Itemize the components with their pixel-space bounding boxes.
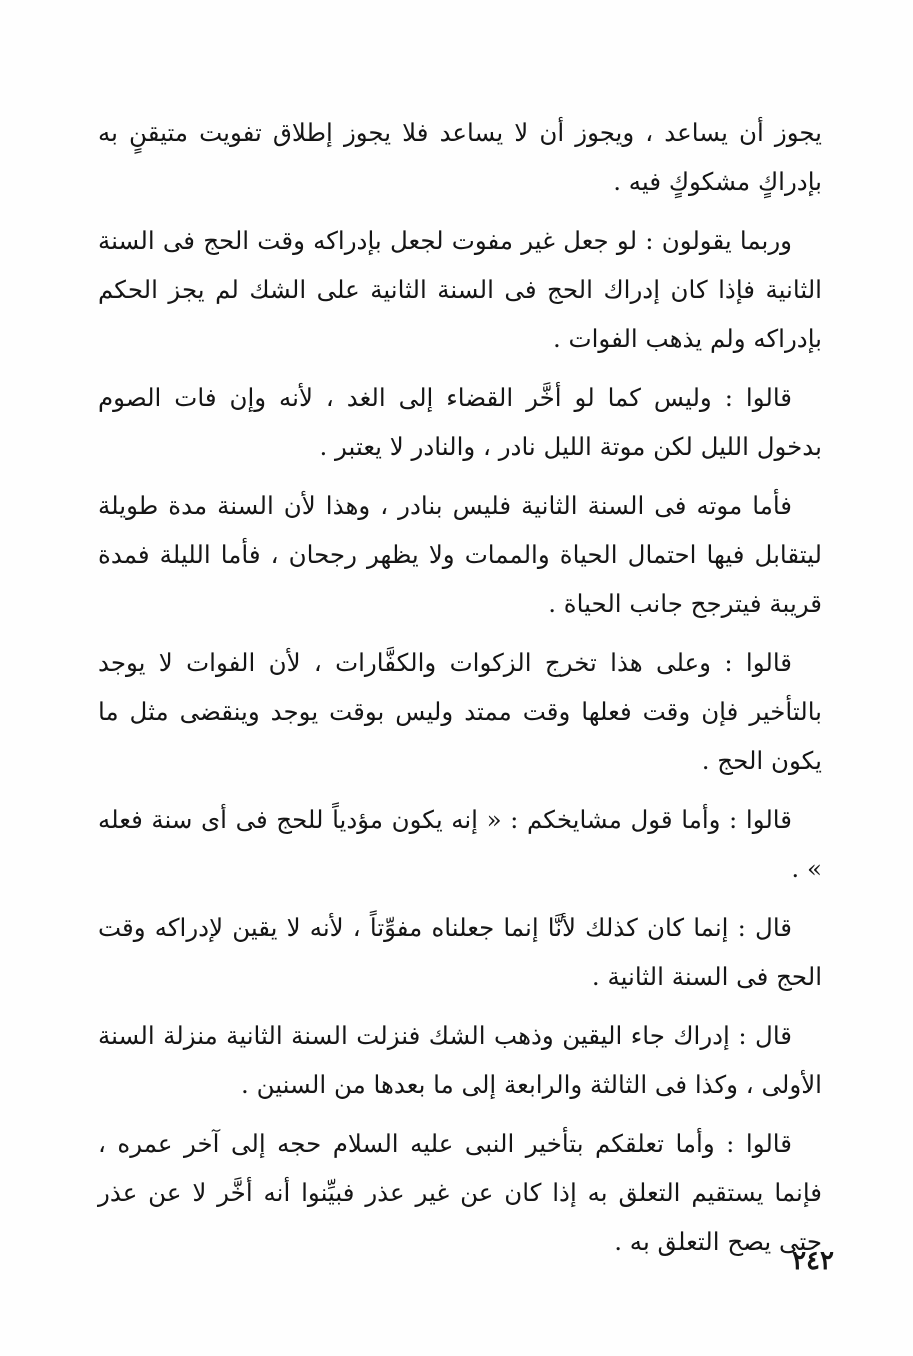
paragraph-7: قال : إنما كان كذلك لأنَّا إنما جعلناه مفوِّتاً ، لأنه لا يقين لإدراكه وقت الحج فى السنة الثانية . [98,913,822,991]
paragraph-1: يجوز أن يساعد ، ويجوز أن لا يساعد فلا يجوز إطلاق تفويت متيقنٍ به بإدراكٍ مشكوكٍ فيه . [98,118,822,196]
page-body-text [98,108,822,1276]
paragraph-6: قالوا : وأما قول مشايخكم : « إنه يكون مؤدياً للحج فى أى سنة فعله » . [98,805,822,883]
paragraph-2: وربما يقولون : لو جعل غير مفوت لجعل بإدراكه وقت الحج فى السنة الثانية فإذا كان إدراك الحج فى السنة الثانية على الشك لم يجز الحكم بإدراكه ولم يذهب الفوات . [98,226,822,353]
paragraph-5: قالوا : وعلى هذا تخرج الزكوات والكفَّارات ، لأن الفوات لا يوجد بالتأخير فإن وقت فعلها وقت ممتد وليس بوقت يوجد وينقضى مثل ما يكون الحج . [98,648,822,775]
paragraph-3: قالوا : وليس كما لو أخَّر القضاء إلى الغد ، لأنه وإن فات الصوم بدخول الليل لكن موتة الليل نادر ، والنادر لا يعتبر . [98,383,822,461]
paragraph-8: قال : إدراك جاء اليقين وذهب الشك فنزلت السنة الثانية منزلة السنة الأولى ، وكذا فى الثالثة والرابعة إلى ما بعدها من السنين . [98,1021,822,1099]
paragraph-4: فأما موته فى السنة الثانية فليس بنادر ، وهذا لأن السنة مدة طويلة ليتقابل فيها احتمال الحياة والممات ولا يظهر رجحان ، فأما الليلة فمدة قريبة فيترجح جانب الحياة . [98,491,822,618]
page-number: ٢٤٢ [792,1246,834,1276]
paragraph-9: قالوا : وأما تعلقكم بتأخير النبى عليه السلام حجه إلى آخر عمره ، فإنما يستقيم التعلق به إذا كان عن غير عذر فبيِّنوا أنه أخَّر لا عن عذر حتى يصح التعلق به . [98,1129,822,1256]
